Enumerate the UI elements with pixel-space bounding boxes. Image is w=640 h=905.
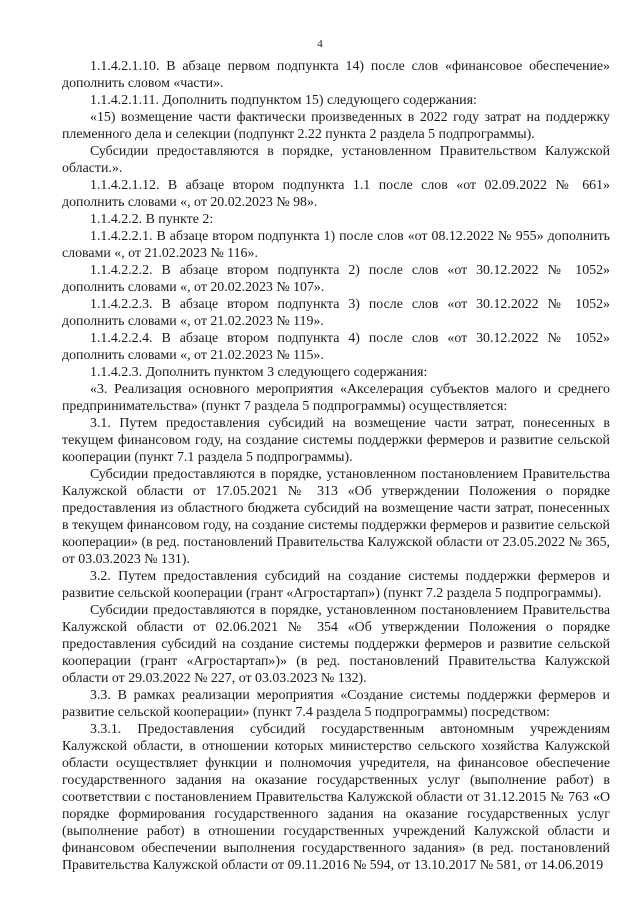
paragraph: «15) возмещение части фактически произведенных в 2022 году затрат на поддержку племенного дела и селекции (подпункт 2.22 пункта 2 раздела 5 подпрограммы). bbox=[62, 110, 610, 142]
paragraph: 1.1.4.2.1.11. Дополнить подпунктом 15) следующего содержания: bbox=[90, 93, 477, 108]
paragraph: 1.1.4.2.2.1. В абзаце втором подпункта 1) после слов «от 08.12.2022 № 955» дополнить словами «, от 21.02.2023 № 116». bbox=[62, 229, 610, 261]
paragraph: 3.2. Путем предоставления субсидий на создание системы поддержки фермеров и развитие сельской кооперации (грант «Агростартап») (пункт 7.2 раздела 5 подпрограммы). bbox=[62, 569, 610, 601]
page-number: 4 bbox=[317, 38, 323, 50]
paragraph: 3.1. Путем предоставления субсидий на возмещение части затрат, понесенных в текущем финансовом году, на создание системы поддержки фермеров и развитие сельской кооперации (пункт 7.1 раздела 5 подпрограммы). bbox=[62, 416, 610, 465]
document-body bbox=[62, 58, 610, 874]
paragraph: 1.1.4.2.3. Дополнить пунктом 3 следующего содержания: bbox=[90, 365, 428, 380]
paragraph: 1.1.4.2.2.2. В абзаце втором подпункта 2) после слов «от 30.12.2022 № 1052» дополнить словами «, от 20.02.2023 № 107». bbox=[62, 263, 610, 295]
paragraph: «3. Реализация основного мероприятия «Акселерация субъектов малого и среднего предпринимательства» (пункт 7 раздела 5 подпрограммы) осуществляется: bbox=[62, 382, 610, 414]
paragraph: 3.3.1. Предоставления субсидий государственным автономным учреждениям Калужской области, в отношении которых министерство сельского хозяйства Калужской области осуществляет функции и полномочия учредителя, на финансовое обеспечение государственного задания на оказание государственных услуг (выполнение работ) в соответствии с постановлением Правительства Калужской области от 31.12.2015 № 763 «О порядке формирования государственного задания на оказание государственных услуг (выполнение работ) в отношении государственных учреждений Калужской области и финансовом обеспечении выполнения государственного задания» (в ред. постановлений Правительства Калужской области от 09.11.2016 № 594, от 13.10.2017 № 581, от 14.06.2019 bbox=[62, 722, 610, 873]
paragraph: 1.1.4.2.1.10. В абзаце первом подпункта 14) после слов «финансовое обеспечение» дополнить словом «части». bbox=[62, 59, 610, 91]
paragraph: 1.1.4.2.1.12. В абзаце втором подпункта 1.1 после слов «от 02.09.2022 № 661» дополнить словами «, от 20.02.2023 № 98». bbox=[62, 178, 610, 210]
paragraph: Субсидии предоставляются в порядке, установленном постановлением Правительства Калужской области от 02.06.2021 № 354 «Об утверждении Положения о порядке предоставления субсидий на создание системы поддержки фермеров и развитие сельской кооперации (грант «Агростартап»)» (в ред. постановлений Правительства Калужской области от 29.03.2022 № 227, от 03.03.2023 № 132). bbox=[62, 603, 610, 686]
paragraph: 3.3. В рамках реализации мероприятия «Создание системы поддержки фермеров и развитие сельской кооперации» (пункт 7.4 раздела 5 подпрограммы) посредством: bbox=[62, 688, 610, 720]
paragraph: 1.1.4.2.2.3. В абзаце втором подпункта 3) после слов «от 30.12.2022 № 1052» дополнить словами «, от 21.02.2023 № 119». bbox=[62, 297, 610, 329]
paragraph: 1.1.4.2.2. В пункте 2: bbox=[90, 212, 214, 227]
paragraph: Субсидии предоставляются в порядке, установленном Правительством Калужской области.». bbox=[62, 144, 610, 176]
paragraph: Субсидии предоставляются в порядке, установленном постановлением Правительства Калужской области от 17.05.2021 № 313 «Об утверждении Положения о порядке предоставления из областного бюджета субсидий на возмещение части затрат, понесенных в текущем финансовом году, на создание системы поддержки фермеров и развитие сельской кооперации» (в ред. постановлений Правительства Калужской области от 23.05.2022 № 365, от 03.03.2023 № 131). bbox=[62, 467, 610, 567]
paragraph: 1.1.4.2.2.4. В абзаце втором подпункта 4) после слов «от 30.12.2022 № 1052» дополнить словами «, от 21.02.2023 № 115». bbox=[62, 331, 610, 363]
